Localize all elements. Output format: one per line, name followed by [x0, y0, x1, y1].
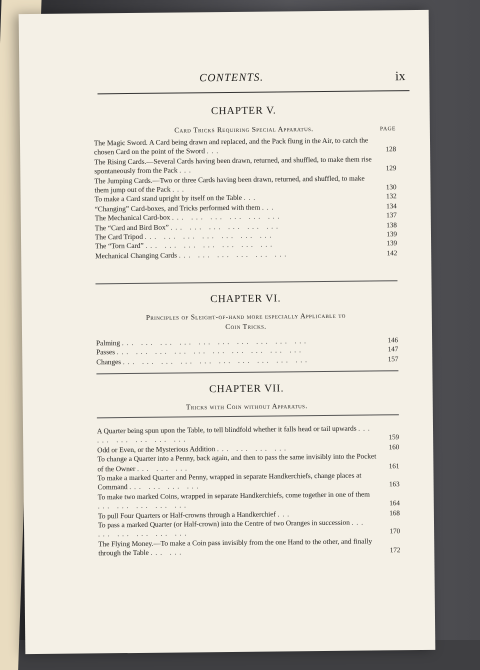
chapter-6-title: CHAPTER VI. [210, 293, 282, 306]
header-page-number: ix [395, 68, 406, 84]
toc-entry: Mechanical Changing Cards ... ... ... ... ... ... 142 [95, 249, 398, 261]
chapter-5-entries [94, 136, 397, 261]
toc-entry: To make a Card stand upright by itself on the Table ... 132 [94, 192, 397, 204]
toc-entry: Palming ... ... ... ... ... ... ... ... ... ... 146 [96, 336, 399, 348]
toc-entry: To change a Quarter into a Penny, back again, and then to pass the same invisibly into the Pocket of the Owner ... ... ... 161 [97, 452, 400, 473]
toc-entry: The “Torn Card” ... ... ... ... ... ... ... 139 [95, 239, 398, 251]
chapter-6-subtitle-line2: Coin Tricks. [225, 322, 267, 332]
toc-entry: The Flying Money.—To make a Coin pass invisibly from the one Hand to the other, and finally through the Table ... ... 172 [98, 537, 401, 558]
toc-entry: The Jumping Cards.—Two or three Cards having been drawn, returned, and shuffled, to make them jump out of the Pack ... 130 [94, 174, 397, 195]
toc-entry: Changes ... ... ... ... ... ... ... ... ... ... 157 [96, 355, 399, 367]
toc-entry: Passes ... ... ... ... ... ... ... ... ... ... 147 [96, 345, 399, 357]
page-column-label: PAGE [379, 126, 396, 133]
toc-entry: To make a marked Quarter and Penny, wrapped in separate Handkerchiefs, change places at Command ... ... ... ... 163 [97, 471, 400, 492]
toc-entry: A Quarter being spun upon the Table, to tell blindfold whether it falls head or tail upwards ... ... ... ... ... ... 159 [96, 424, 400, 445]
chapter-7-subtitle: Tricks with Coin without Apparatus. [185, 402, 308, 412]
chapter-7-title: CHAPTER VII. [209, 383, 285, 396]
toc-entry: To make two marked Coins, wrapped in separate Handkerchiefs, come together in one of them ... ... ... ... ... 164 [97, 490, 400, 511]
section-rule [96, 370, 398, 374]
toc-entry: To pull Four Quarters or Half-crowns through a Handkerchief ... 168 [97, 508, 400, 521]
chapter-6-entries [96, 336, 398, 367]
header-title: CONTENTS. [199, 71, 264, 85]
toc-entry: The “Card and Bird Box” ... ... ... ... ... ... 138 [94, 220, 397, 233]
subtitle-rule [97, 414, 399, 418]
toc-entry: To pass a marked Quarter (or Half-crown) into the Centre of two Oranges in succession ... ... ... ... ... ... 170 [97, 518, 401, 539]
toc-entry: The Mechanical Card-box ... ... ... ... ... ... 137 [94, 211, 397, 223]
toc-entry: The Card Tripod ... ... ... ... ... ... ... 139 [94, 230, 398, 242]
toc-entry: Odd or Even, or the Mysterious Addition ... ... ... ... 160 [97, 443, 400, 455]
chapter-6-subtitle-line1: Principles of Sleight-of-hand more especially Applicable to [145, 311, 346, 322]
section-rule [95, 280, 397, 284]
book-page [19, 10, 436, 654]
chapter-5-subtitle: Card Tricks Requiring Special Apparatus. [174, 125, 314, 135]
toc-entry: “Changing” Card-boxes, and Tricks performed with them ... 134 [94, 202, 397, 214]
toc-entry: The Rising Cards.—Several Cards having been drawn, returned, and shuffled, to make them rise spontaneously from the Pack ... 129 [94, 155, 397, 176]
chapter-7-entries [97, 424, 400, 559]
toc-entry: The Magic Sword. A Card being drawn and replaced, and the Pack flung in the Air, to catch the chosen Card on the point of the Sword ... 128 [93, 136, 397, 157]
chapter-5-title: CHAPTER V. [211, 105, 277, 118]
